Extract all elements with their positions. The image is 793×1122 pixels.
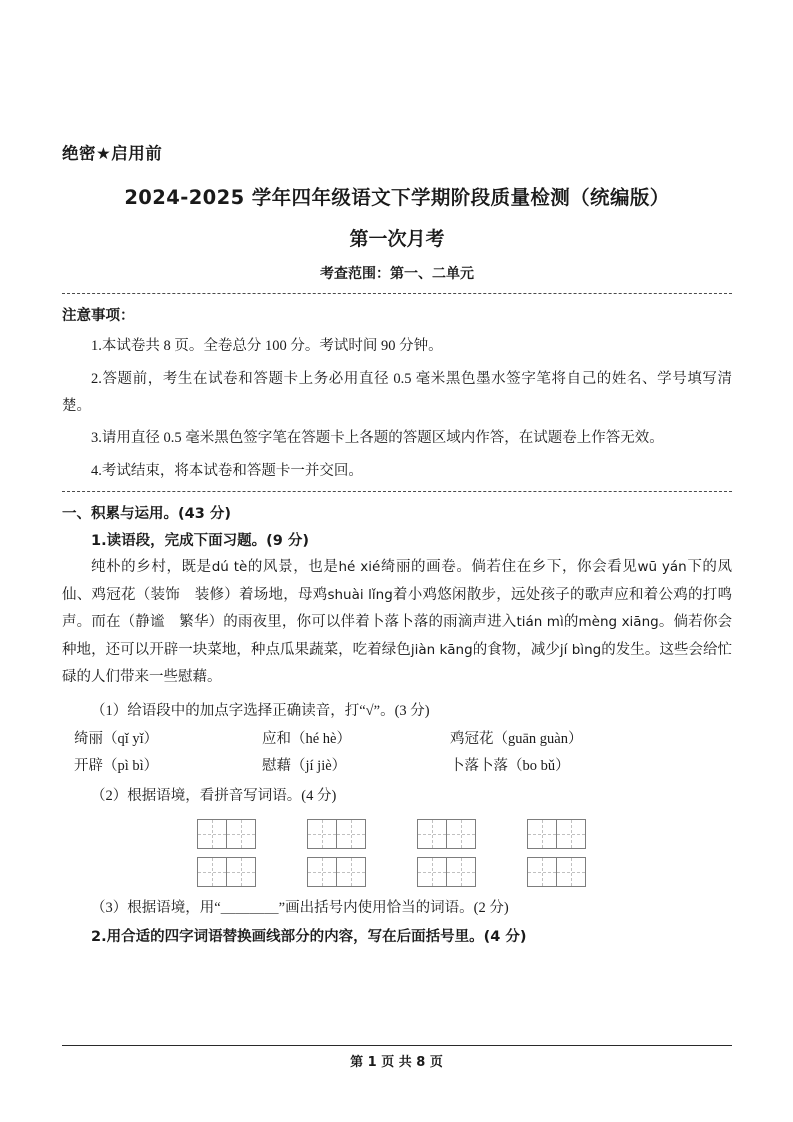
writing-box-group[interactable] — [417, 857, 475, 887]
divider-bottom — [62, 491, 732, 492]
pronunciation-row-2 — [62, 753, 732, 781]
options-jiguanhua: （guān guàn） — [493, 730, 583, 747]
word-qili: 绮丽 — [74, 730, 103, 747]
writing-box-group[interactable] — [417, 819, 475, 849]
page-title: 2024-2025 学年四年级语文下学期阶段质量检测（统编版） — [124, 186, 670, 209]
exam-subtitle: 第一次月考 — [349, 228, 445, 250]
writing-cell[interactable] — [417, 819, 447, 849]
word-jiguanhua: 鸡冠花 — [450, 730, 494, 747]
writing-cell[interactable] — [556, 819, 586, 849]
pinyin-mengxiang: mèng xiāng — [578, 614, 659, 631]
writing-cell[interactable] — [226, 857, 256, 887]
writing-grid-row — [197, 819, 732, 849]
writing-cell[interactable] — [197, 819, 227, 849]
writing-box-group[interactable] — [197, 819, 255, 849]
question-2-heading: 2.用合适的四字词语替换画线部分的内容，写在后面括号里。(4 分) — [91, 929, 527, 946]
section-heading-one: 一、积累与运用。(43 分) — [62, 506, 231, 523]
writing-box-group[interactable] — [527, 819, 585, 849]
notice-item-2: 2.答题前，考生在试卷和答题卡上务必用直径 0.5 毫米黑色墨水签字笔将自己的姓名、学号填写清楚。 — [62, 370, 732, 414]
notice-item-1: 1.本试卷共 8 页。全卷总分 100 分。考试时间 90 分钟。 — [91, 338, 443, 354]
passage-part-2: 的风景，也是 — [247, 559, 339, 576]
options-kaipi: （pì bì） — [103, 758, 159, 775]
writing-box-group[interactable] — [307, 819, 365, 849]
writing-cell[interactable] — [336, 819, 366, 849]
pronunciation-item[interactable] — [74, 726, 262, 754]
pronunciation-row-1 — [62, 726, 732, 754]
secret-label: 绝密★启用前 — [62, 144, 163, 163]
passage-part-1: 纯朴的乡村，既是 — [91, 559, 212, 576]
options-weijie: （jí jiè） — [291, 758, 347, 775]
writing-cell[interactable] — [197, 857, 227, 887]
writing-cell[interactable] — [307, 857, 337, 887]
writing-grid — [62, 819, 732, 887]
passage-part-3: 绮丽的画卷。倘若住在乡下，你会看见 — [380, 559, 638, 576]
passage-part-8: 的食物，减少 — [472, 641, 560, 658]
options-boluo: （bo bǔ） — [508, 758, 570, 775]
pinyin-hexie: hé xié — [338, 559, 381, 576]
writing-box-group[interactable] — [307, 857, 365, 887]
pinyin-tianmi: tián mì — [516, 614, 564, 631]
writing-cell[interactable] — [307, 819, 337, 849]
options-qili: （qǐ yǐ） — [103, 730, 159, 747]
pronunciation-item[interactable] — [262, 753, 450, 781]
writing-cell[interactable] — [446, 857, 476, 887]
sub-question-1: （1）给语段中的加点字选择正确读音，打“√”。(3 分) — [91, 702, 430, 719]
question-1-heading: 1.读语段，完成下面习题。(9 分) — [91, 533, 309, 550]
notice-item-3: 3.请用直径 0.5 毫米黑色签字笔在答题卡上各题的答题区域内作答，在试题卷上作答无效。 — [91, 430, 664, 447]
pronunciation-item[interactable] — [450, 753, 638, 781]
footer-divider — [62, 1045, 732, 1046]
word-yinghe: 应和 — [262, 730, 291, 747]
pronunciation-item[interactable] — [74, 753, 262, 781]
word-kaipi: 开辟 — [74, 758, 103, 775]
passage-part-6: 的 — [563, 614, 579, 631]
writing-cell[interactable] — [527, 819, 557, 849]
reading-passage — [62, 554, 732, 692]
passage-part-5: 着小鸡悠闲散步，远处孩子的歌声应和着公鸡的打鸣声。而在（静谧 繁华）的雨夜里，你可以伴着卜落卜落的雨滴声进入 — [62, 586, 733, 631]
passage-part-7: 。倘若你会种地，还可以开辟一块菜地，种点瓜果蔬菜，吃着绿色 — [62, 614, 733, 658]
writing-cell[interactable] — [336, 857, 366, 887]
passage-part-9: 的发生。这些会给忙碌的人们带来一些慰藉。 — [62, 641, 733, 686]
sub-question-3: （3）根据语境，用“＿＿＿＿”画出括号内使用恰当的词语。(2 分) — [91, 900, 509, 917]
word-boluo: 卜落卜落 — [450, 758, 508, 775]
writing-cell[interactable] — [446, 819, 476, 849]
writing-grid-row — [197, 857, 732, 887]
pinyin-duti: dú tè — [211, 559, 248, 576]
notice-title: 注意事项： — [62, 308, 135, 324]
pinyin-jiankang: jiàn kāng — [410, 641, 473, 658]
pinyin-jibing: jí bìng — [559, 641, 602, 658]
pinyin-wuyan: wū yán — [637, 559, 687, 576]
writing-box-group[interactable] — [527, 857, 585, 887]
notice-item-4: 4.考试结束，将本试卷和答题卡一并交回。 — [91, 463, 363, 480]
options-yinghe: （hé hè） — [291, 730, 351, 747]
sub-question-2: （2）根据语境，看拼音写词语。(4 分) — [91, 787, 337, 804]
writing-cell[interactable] — [527, 857, 557, 887]
writing-box-group[interactable] — [197, 857, 255, 887]
passage-part-4: 下的凤仙、鸡冠花（装饰 装修）着场地，母鸡 — [62, 559, 733, 603]
word-weijie: 慰藉 — [262, 758, 291, 775]
page-number: 第 1 页 共 8 页 — [350, 1055, 443, 1070]
pronunciation-item[interactable] — [450, 726, 638, 754]
writing-cell[interactable] — [417, 857, 447, 887]
page-content — [62, 140, 732, 950]
writing-cell[interactable] — [556, 857, 586, 887]
pinyin-shuailing: shuài lǐng — [327, 586, 393, 603]
divider-top — [62, 293, 732, 294]
exam-scope: 考查范围：第一、二单元 — [320, 266, 474, 282]
writing-cell[interactable] — [226, 819, 256, 849]
page-footer — [0, 1045, 793, 1070]
pronunciation-item[interactable] — [262, 726, 450, 754]
